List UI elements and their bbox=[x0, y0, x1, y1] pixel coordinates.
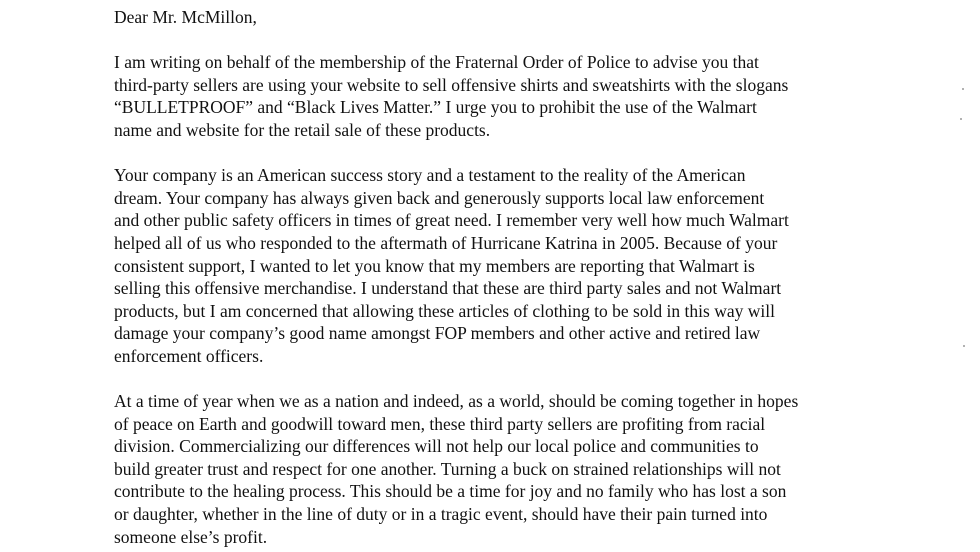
paragraph-line: name and website for the retail sale of these products. bbox=[114, 119, 491, 140]
letter-body bbox=[114, 6, 974, 548]
paragraph-line: enforcement officers. bbox=[114, 345, 264, 366]
paragraph-line: At a time of year when we as a nation and indeed, as a world, should be coming together in hopes bbox=[114, 391, 799, 412]
paragraph-line: of peace on Earth and goodwill toward men, these third party sellers are profiting from racial bbox=[114, 413, 766, 434]
paragraph-gap bbox=[114, 368, 974, 391]
paragraph-line: third-party sellers are using your website to sell offensive shirts and sweatshirts with the slogans bbox=[114, 74, 789, 95]
paragraph-line: division. Commercializing our differences will not help our local police and communities to bbox=[114, 436, 759, 457]
paragraph-gap bbox=[114, 142, 974, 165]
paragraph-line: products, but I am concerned that allowing these articles of clothing to be sold in this way will bbox=[114, 300, 775, 321]
paragraph-line: helped all of us who responded to the aftermath of Hurricane Katrina in 2005. Because of your bbox=[114, 232, 778, 253]
paragraph-line: consistent support, I wanted to let you know that my members are reporting that Walmart is bbox=[114, 255, 755, 276]
paragraph-line: someone else’s profit. bbox=[114, 526, 268, 547]
paragraph-gap bbox=[114, 29, 974, 52]
paragraph-line: Your company is an American success story and a testament to the reality of the American bbox=[114, 165, 746, 186]
paragraph-line: or daughter, whether in the line of duty or in a tragic event, should have their pain turned into bbox=[114, 504, 768, 525]
paragraph-line: contribute to the healing process. This should be a time for joy and no family who has lost a son bbox=[114, 481, 787, 502]
paragraph-line: build greater trust and respect for one another. Turning a buck on strained relationships will not bbox=[114, 458, 781, 479]
paragraph-line: damage your company’s good name amongst FOP members and other active and retired law bbox=[114, 323, 761, 344]
paragraph-3 bbox=[114, 390, 974, 548]
paragraph-line: dream. Your company has always given back and generously supports local law enforcement bbox=[114, 187, 765, 208]
paragraph-line: and other public safety officers in times of great need. I remember very well how much Walmart bbox=[114, 210, 789, 231]
paragraph-2 bbox=[114, 164, 974, 367]
paragraph-1 bbox=[114, 51, 974, 141]
paragraph-line: “BULLETPROOF” and “Black Lives Matter.” I urge you to prohibit the use of the Walmart bbox=[114, 97, 757, 118]
paragraph-line: I am writing on behalf of the membership of the Fraternal Order of Police to advise you that bbox=[114, 52, 759, 73]
salutation: Dear Mr. McMillon, bbox=[114, 7, 257, 27]
paragraph-line: selling this offensive merchandise. I understand that these are third party sales and not Walmart bbox=[114, 278, 782, 299]
